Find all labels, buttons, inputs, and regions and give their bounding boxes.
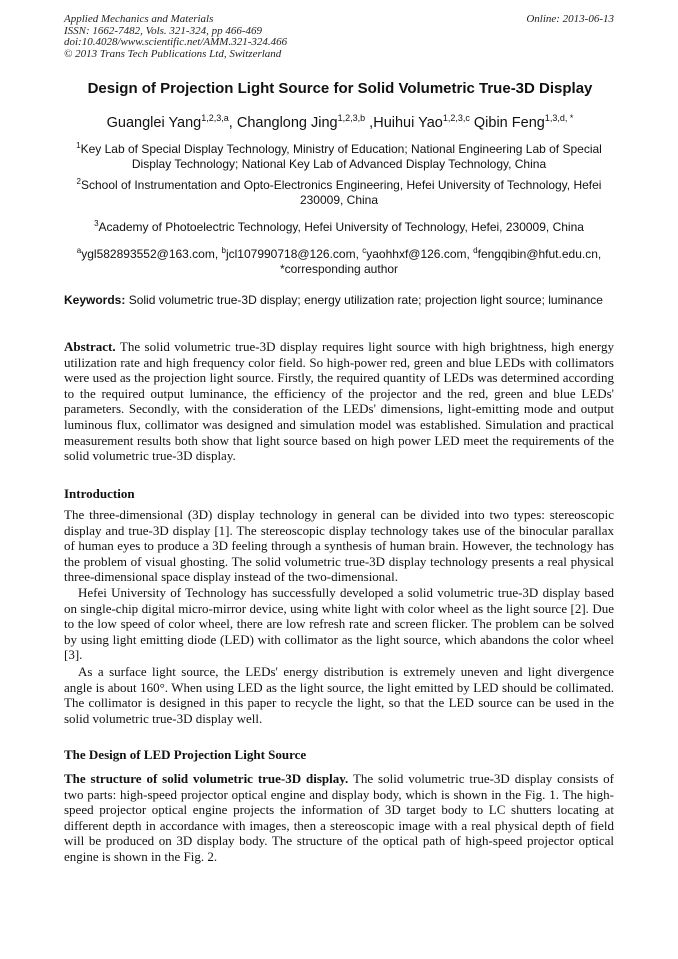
author-sup: 1,2,3,a [201, 113, 229, 123]
abstract-section [64, 339, 614, 464]
author-name: Huihui Yao [373, 114, 443, 131]
email-list [64, 243, 614, 277]
author-name: Guanglei Yang [106, 114, 202, 131]
affiliation-text: Key Lab of Special Display Technology, Ministry of Education; National Engineering Lab of Special Display Technology; National Key Lab of Advanced Display Technology, China [80, 142, 602, 171]
keywords-label: Keywords: [64, 293, 126, 307]
author-list [40, 113, 640, 131]
copyright-line: © 2013 Trans Tech Publications Ltd, Switzerland [64, 47, 282, 60]
intro-paragraph-2: Hefei University of Technology has successfully developed a solid volumetric true-3D display based on single-chip digital micro-mirror device, using white light with color wheel as the light source [2]. Due to the low speed of color wheel, there are low refresh rate and screen flicker. The problem can be solved by using light emitting diode (LED) with collimator as the light source, which abandons the color wheel [3]. [64, 585, 614, 663]
affiliation-1 [64, 138, 614, 172]
author-sep: , [228, 114, 237, 131]
design-text: The solid volumetric true-3D display consists of two parts: high-speed projector optical engine and display body, which is shown in the Fig. 1. The high-speed projector optical engine projects the information of 3D target body to LC shutters locating at different depth in accordance with images, then a stereoscopic image with a real physical depth of field will be produced on 3D display body. The structure of the optical path of high-speed projector optical engine is shown in the Fig. 2. [64, 771, 614, 864]
email-sup: a [76, 246, 82, 255]
paper-title: Design of Projection Light Source for Solid Volumetric True-3D Display [87, 80, 593, 97]
affiliation-2 [64, 174, 614, 208]
author-sup: 1,3,d, * [544, 113, 574, 123]
email-sup: b [221, 246, 226, 255]
online-date: Online: 2013-06-13 [526, 13, 614, 25]
email-link[interactable]: fengqibin@hfut.edu.cn, [477, 247, 602, 261]
author-sup: 1,2,3,b [337, 113, 366, 123]
author-sup: 1,2,3,c [442, 113, 470, 123]
journal-header [64, 14, 614, 60]
corresponding-note: *corresponding author [279, 262, 399, 276]
journal-name: Applied Mechanics and Materials [64, 13, 214, 25]
design-heading: The Design of LED Projection Light Source [64, 747, 307, 762]
author-name: Changlong Jing [236, 114, 338, 131]
doi-line: doi:10.4028/www.scientific.net/AMM.321-324.466 [64, 36, 288, 48]
email-link[interactable]: ygl582893552@163.com, [81, 247, 222, 261]
affiliation-sup: 3 [94, 219, 99, 228]
design-subheading: The structure of solid volumetric true-3D display. [64, 771, 349, 786]
affiliation-text: School of Instrumentation and Opto-Electronics Engineering, Hefei University of Technology, Hefei 230009, China [80, 178, 602, 207]
affiliation-3 [64, 216, 614, 235]
email-sup: c [362, 246, 367, 255]
affiliation-sup: 1 [76, 141, 81, 150]
affiliation-text: Academy of Photoelectric Technology, Hefei University of Technology, Hefei, 230009, China [98, 220, 584, 234]
design-paragraph-1 [64, 771, 614, 865]
email-link[interactable]: jcl107990718@126.com, [225, 247, 363, 261]
intro-paragraph-3: As a surface light source, the LEDs' energy distribution is extremely uneven and light divergence angle is about 160°. When using LED as the light source, the light emitted by LED should be collimated. The collimator is designed in this paper to recycle the light, so that the LED source can be used in the solid volumetric true-3D display well. [64, 664, 614, 726]
intro-paragraph-1: The three-dimensional (3D) display technology in general can be divided into two types: stereoscopic display and true-3D display [1]. The stereoscopic display technology takes use of the binocular parallax of human eyes to produce a 3D feeling through a synthesis of human brain. However, the technology has the problem of visual ghosting. The solid volumetric true-3D display technology presents a real physical three-dimensional space display instead of the two-dimensional. [64, 507, 614, 585]
abstract-label: Abstract. [64, 339, 116, 354]
author-name: Qibin Feng [473, 114, 545, 131]
keywords-text: Solid volumetric true-3D display; energy utilization rate; projection light source; luminance [128, 293, 603, 307]
affiliation-sup: 2 [76, 177, 81, 186]
author-sep: , [365, 114, 374, 131]
introduction-heading: Introduction [64, 486, 135, 501]
email-sup: d [473, 246, 478, 255]
keywords-section [64, 293, 614, 308]
issn-line: ISSN: 1662-7482, Vols. 321-324, pp 466-469 [64, 24, 262, 37]
abstract-text: The solid volumetric true-3D display requires light source with high brightness, high energy utilization rate and high frequency color field. So high-power red, green and blue LEDs with collimators were used as the projection light source. Firstly, the required quantity of LEDs was determined according to the required output luminance, the efficiency of the projector and the red, green and blue LEDs' parameters. Secondly, with the consideration of the LEDs' dimensions, light-emitting mode and output luminous flux, collimator was designed and simulation model was established. Simulation and practical measurement results both show that light source based on high power LED meet the requirements of the solid volumetric true-3D display. [64, 339, 614, 464]
email-link[interactable]: yaohhxf@126.com, [366, 247, 474, 261]
